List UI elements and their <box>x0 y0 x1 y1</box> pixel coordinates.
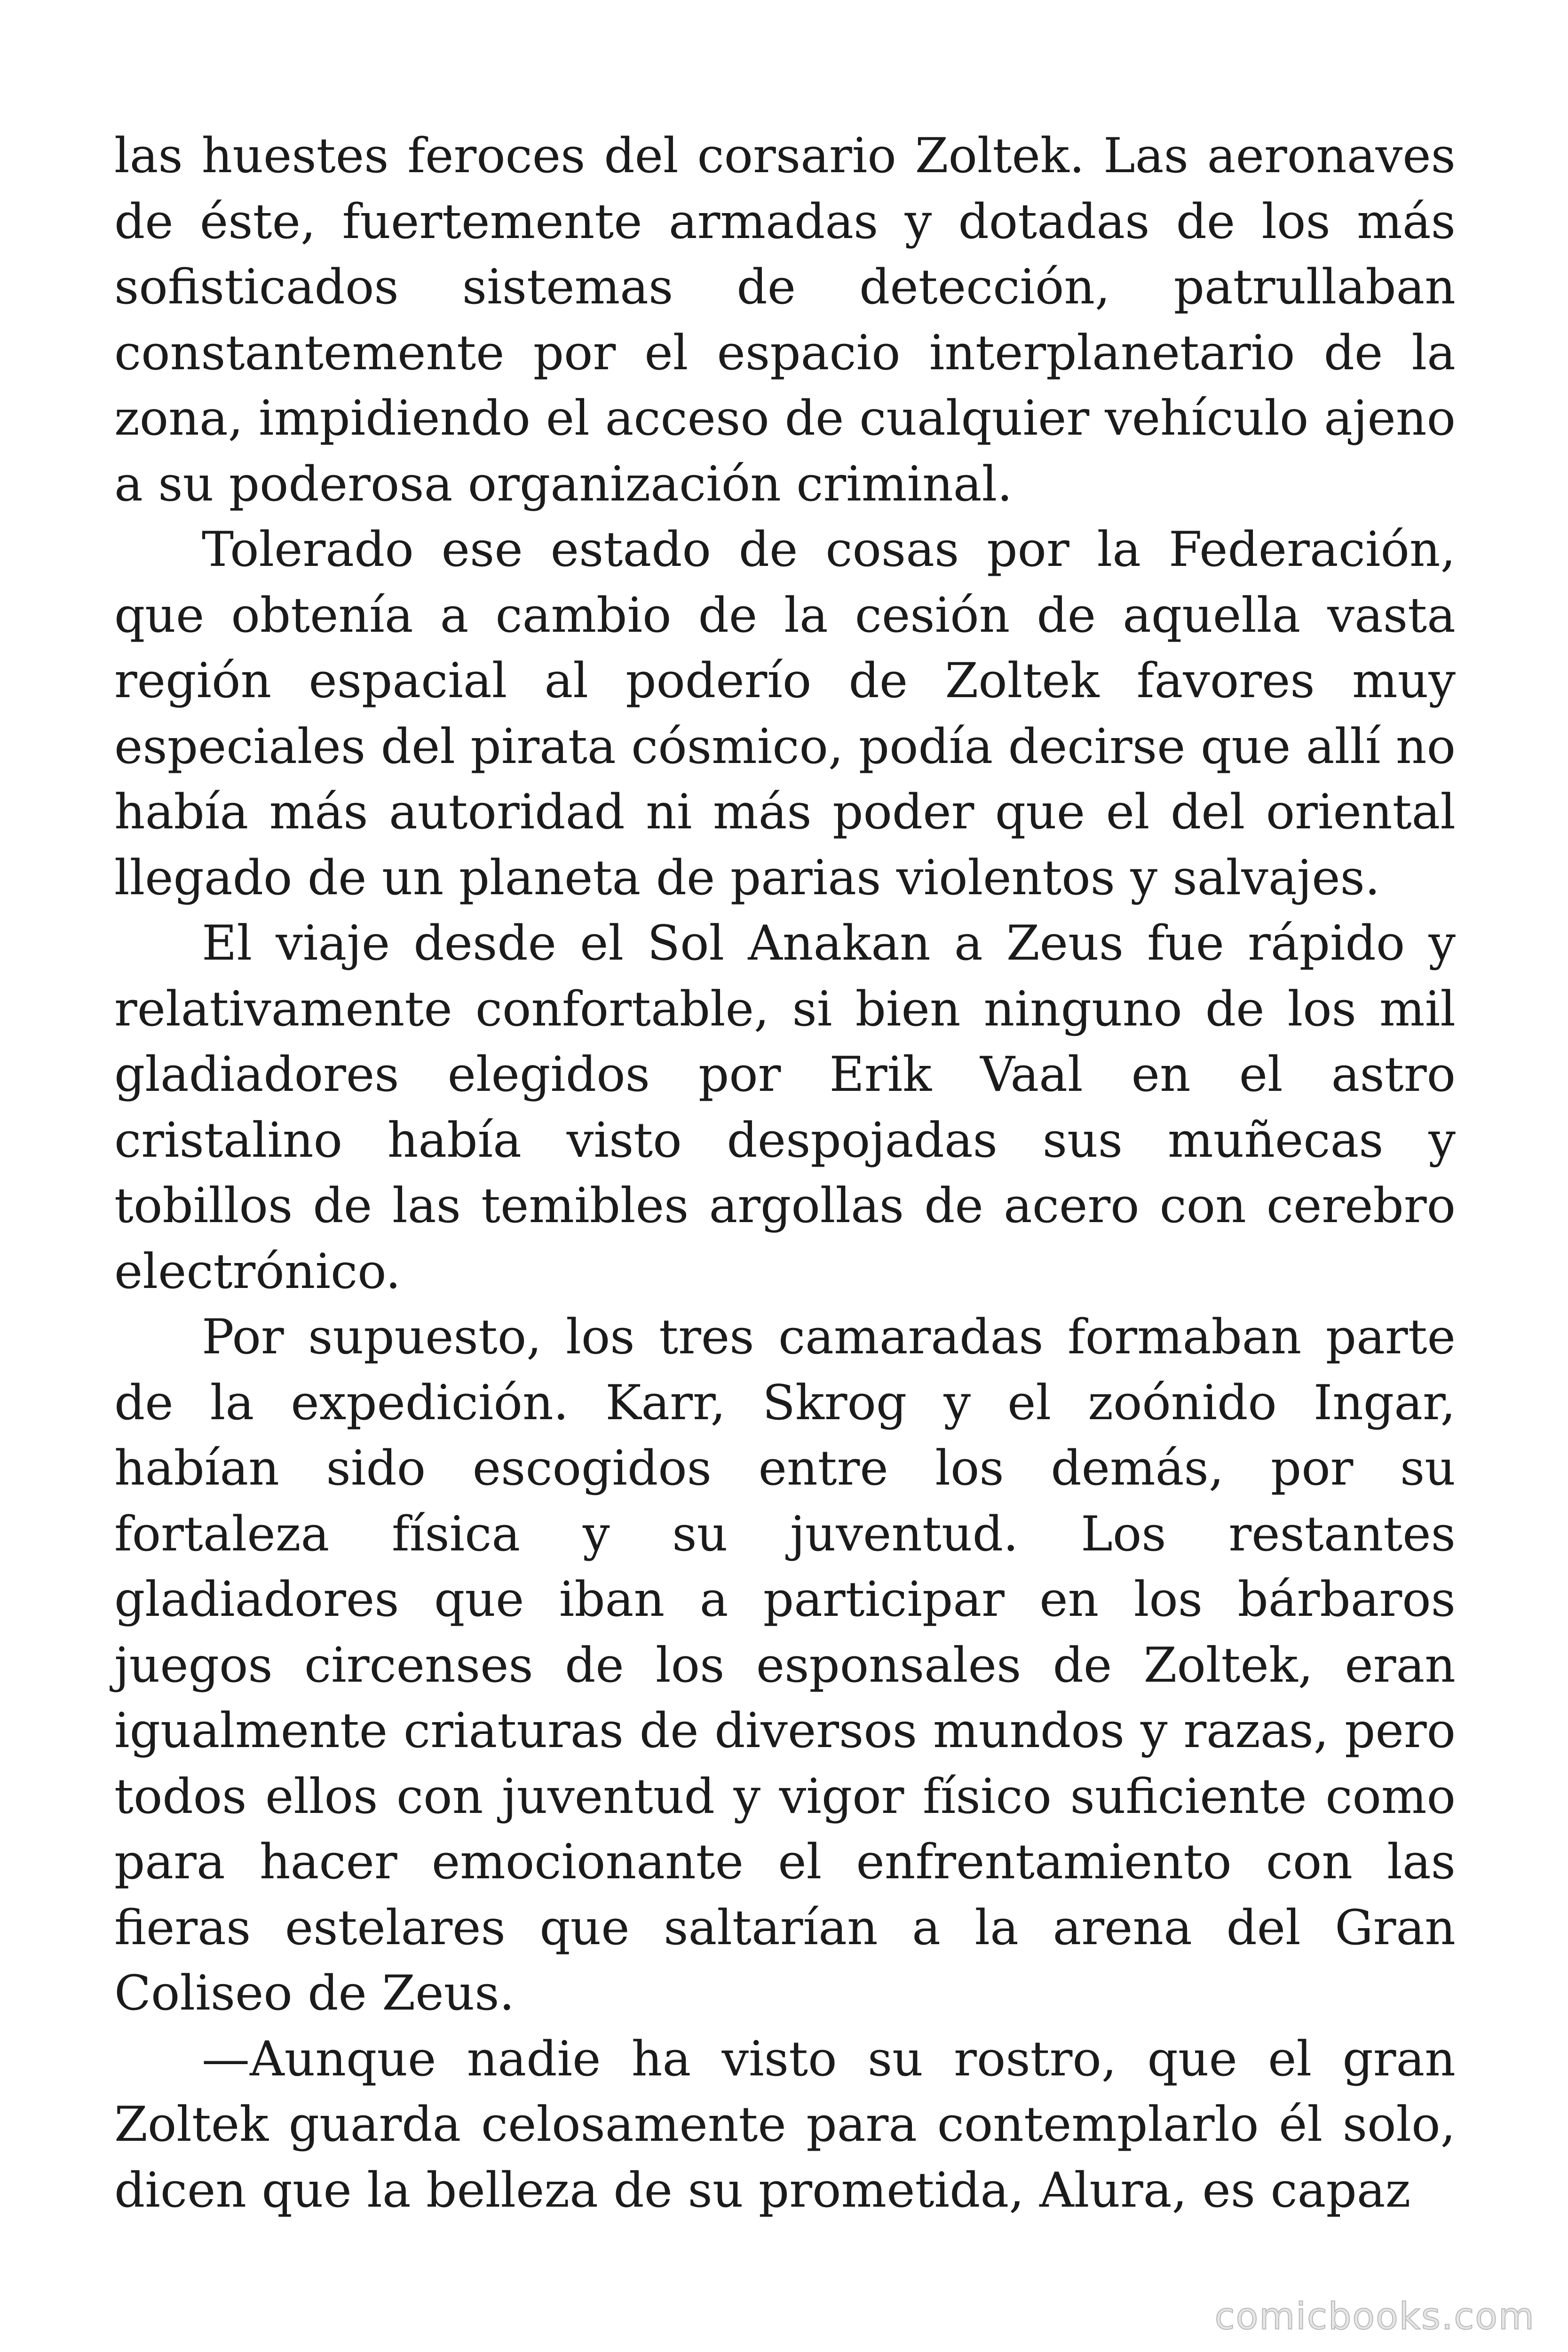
watermark-text: comicbooks.com <box>1214 2296 1535 2338</box>
paragraph-3: El viaje desde el Sol Anakan a Zeus fue rápido y relativamente confortable, si bien ninguno de los mil gladiadores elegidos por Erik Vaal en el astro cristalino había visto despojadas sus muñecas y tobillos de las temibles argollas de acero con cerebro electrónico. <box>114 915 1456 1300</box>
paragraph-5: —Aunque nadie ha visto su rostro, que el gran Zoltek guarda celosamente para contemplarlo él solo, dicen que la belleza de su prometida, Alura, es capaz <box>114 2031 1456 2218</box>
paragraph-4: Por supuesto, los tres camaradas formaban parte de la expedición. Karr, Skrog y el zoónido Ingar, habían sido escogidos entre los demás, por su fortaleza física y su juventud. Los restantes gladiadores que iban a participar en los bárbaros juegos circenses de los esponsales de Zoltek, eran igualmente criaturas de diversos mundos y razas, pero todos ellos con juventud y vigor físico suficiente como para hacer emocionante el enfrentamiento con las fieras estelares que saltarían a la arena del Gran Coliseo de Zeus. <box>114 1309 1456 2021</box>
body-text <box>114 123 1456 2223</box>
paragraph-2: Tolerado ese estado de cosas por la Federación, que obtenía a cambio de la cesión de aquella vasta región espacial al poderío de Zoltek favores muy especiales del pirata cósmico, podía decirse que allí no había más autoridad ni más poder que el del oriental llegado de un planeta de parias violentos y salvajes. <box>114 522 1456 906</box>
paragraph-1: las huestes feroces del corsario Zoltek. Las aeronaves de éste, fuertemente armadas y dotadas de los más sofisticados sistemas de detección, patrullaban constantemente por el espacio interplanetario de la zona, impidiendo el acceso de cualquier vehículo ajeno a su poderosa organización criminal. <box>114 128 1456 512</box>
